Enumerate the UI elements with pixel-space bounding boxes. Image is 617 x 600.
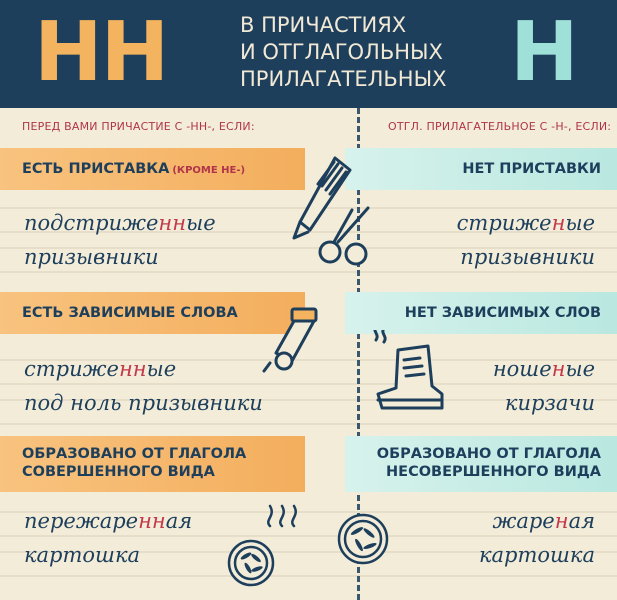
steam-icon (262, 500, 302, 530)
left-rule-3 (22, 445, 246, 481)
header-banner (0, 0, 617, 108)
left-example-3-line-1 (24, 504, 192, 538)
right-example-1-pre: стриже (456, 211, 552, 235)
header-title-line-3: ПРИЛАГАТЕЛЬНЫХ (240, 67, 447, 91)
left-example-3-post: ая (165, 509, 193, 533)
left-example-2-line-2: под ноль призывники (24, 391, 263, 415)
left-example-3-line-2: картошка (24, 543, 141, 567)
left-rule-1-text: ЕСТЬ ПРИСТАВКА (22, 161, 170, 177)
right-rule-3-line-2: НЕСОВЕРШЕННОГО ВИДА (386, 464, 601, 480)
boot-icon (362, 330, 452, 420)
nn-letters: НН (34, 5, 168, 100)
right-example-2-line-2: кирзачи (504, 391, 595, 415)
left-example-3-hl: нн (138, 509, 166, 533)
left-rule-band-1 (0, 148, 305, 190)
right-example-3-pre: жаре (492, 509, 555, 533)
right-example-1 (457, 206, 595, 274)
left-example-1-pre: подстриже (24, 211, 159, 235)
right-example-3-post: ая (568, 509, 595, 533)
right-condition: ОТГЛ. ПРИЛАГАТЕЛЬНОЕ С -Н-, ЕСЛИ: (388, 120, 612, 133)
right-example-1-post: ые (565, 211, 595, 235)
left-example-1-hl: нн (158, 211, 187, 235)
right-example-3-line-2: картошка (478, 543, 595, 567)
right-rule-2: НЕТ ЗАВИСИМЫХ СЛОВ (404, 305, 601, 321)
left-condition: ПЕРЕД ВАМИ ПРИЧАСТИЕ С -НН-, ЕСЛИ: (22, 120, 255, 133)
left-rule-band-2 (0, 292, 305, 334)
right-example-2-pre: ноше (492, 357, 552, 381)
left-rule-3-line-2: СОВЕРШЕННОГО ВИДА (22, 464, 215, 480)
left-example-1-line-2: призывники (24, 245, 159, 269)
header-title (240, 12, 500, 93)
right-rule-band-1 (345, 148, 617, 190)
n-letter: Н (510, 5, 577, 100)
right-rule-band-2 (345, 292, 617, 334)
left-example-2 (24, 352, 263, 420)
right-example-3 (479, 504, 595, 572)
right-example-2-hl: н (551, 357, 566, 381)
right-rule-band-3 (345, 436, 617, 492)
left-example-3 (24, 504, 192, 572)
left-example-2-hl: нн (118, 357, 147, 381)
right-example-2-line-1 (493, 352, 595, 386)
right-example-3-line-1 (479, 504, 595, 538)
left-rule-1-note: (КРОМЕ НЕ-) (172, 165, 246, 176)
right-rule-1: НЕТ ПРИСТАВКИ (462, 161, 601, 177)
left-rule-3-line-1: ОБРАЗОВАНО ОТ ГЛАГОЛА (22, 446, 247, 462)
right-rule-3-line-1: ОБРАЗОВАНО ОТ ГЛАГОЛА (376, 446, 601, 462)
fried-potato-pan-icon (226, 538, 276, 588)
left-example-2-line-1 (24, 352, 263, 386)
right-example-1-line-1 (457, 206, 595, 240)
right-example-3-hl: н (554, 509, 569, 533)
left-example-1-line-1 (24, 206, 216, 240)
left-example-1 (24, 206, 216, 274)
right-example-1-line-2: призывники (460, 245, 595, 269)
left-rule-band-3 (0, 436, 305, 492)
fried-potato-pan-icon-right (336, 512, 390, 566)
left-example-2-pre: стриже (24, 357, 119, 381)
comb-scissors-icon (290, 150, 380, 270)
header-title-line-1: В ПРИЧАСТИЯХ (240, 13, 407, 37)
header-title-line-2: И ОТГЛАГОЛЬНЫХ (240, 40, 443, 64)
left-rule-1 (22, 160, 245, 180)
right-rule-3 (377, 445, 601, 481)
left-rule-2: ЕСТЬ ЗАВИСИМЫЕ СЛОВА (22, 305, 238, 321)
left-example-3-pre: пережаре (24, 509, 139, 533)
right-example-2 (493, 352, 595, 420)
left-example-2-post: ые (146, 357, 177, 381)
right-example-2-post: ые (565, 357, 595, 381)
hair-clipper-icon (262, 305, 322, 375)
right-example-1-hl: н (551, 211, 566, 235)
left-example-1-post: ые (186, 211, 216, 235)
